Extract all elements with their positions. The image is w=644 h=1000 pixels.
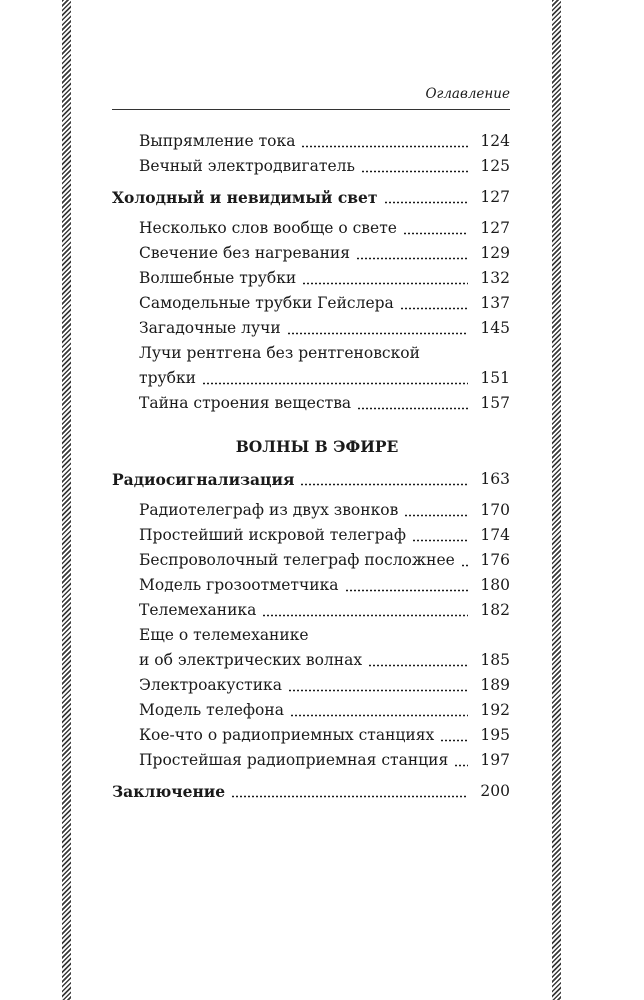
toc-page-number: 182 bbox=[480, 601, 510, 619]
toc-entry[interactable] bbox=[112, 748, 510, 773]
dot-leader bbox=[356, 257, 468, 260]
toc-entry[interactable] bbox=[112, 648, 510, 673]
toc-entry-first-line: Лучи рентгена без рентгеновской bbox=[139, 344, 420, 362]
toc-entry-title: Радиотелеграф из двух звонков bbox=[139, 501, 399, 519]
toc-entry[interactable] bbox=[112, 523, 510, 548]
toc-entry[interactable] bbox=[112, 391, 510, 416]
toc-entry-title: Тайна строения вещества bbox=[139, 394, 352, 412]
toc-entry-title: Кое-что о радиоприемных станциях bbox=[139, 726, 435, 744]
toc-chapter-entry[interactable] bbox=[112, 779, 510, 804]
dot-leader bbox=[412, 539, 468, 542]
dot-leader bbox=[461, 564, 468, 567]
toc-page-number: 176 bbox=[480, 551, 510, 569]
toc-entry[interactable] bbox=[112, 598, 510, 623]
toc-entry[interactable] bbox=[112, 291, 510, 316]
dot-leader bbox=[345, 589, 468, 592]
dot-leader bbox=[288, 689, 468, 692]
toc-group-a bbox=[112, 129, 510, 416]
toc-entry-title: Модель грозоотметчика bbox=[139, 576, 339, 594]
toc-entry-title: Электроакустика bbox=[139, 676, 282, 694]
toc-page-number: 163 bbox=[480, 470, 510, 488]
toc-entry-title: Модель телефона bbox=[139, 701, 284, 719]
dot-leader bbox=[202, 382, 468, 385]
toc-page-number: 127 bbox=[480, 188, 510, 206]
toc-page-number: 195 bbox=[480, 726, 510, 744]
toc-entry[interactable] bbox=[112, 498, 510, 523]
dot-leader bbox=[368, 664, 468, 667]
section-title: ВОЛНЫ В ЭФИРЕ bbox=[235, 437, 399, 456]
toc-page-number: 151 bbox=[480, 369, 510, 387]
toc-entry-title: и об электрических волнах bbox=[139, 651, 363, 669]
right-binding-border bbox=[552, 0, 561, 1000]
dot-leader bbox=[302, 282, 468, 285]
toc-entry[interactable] bbox=[112, 316, 510, 341]
toc-chapter-entry[interactable] bbox=[112, 467, 510, 492]
toc-entry[interactable] bbox=[112, 241, 510, 266]
toc-group-b bbox=[112, 467, 510, 804]
toc-page-number: 197 bbox=[480, 751, 510, 769]
toc-page-number: 129 bbox=[480, 244, 510, 262]
toc-entry-title: Беспроволочный телеграф посложнее bbox=[139, 551, 455, 569]
toc-page-number: 200 bbox=[480, 782, 510, 800]
dot-leader bbox=[454, 764, 468, 767]
toc-entry[interactable] bbox=[112, 698, 510, 723]
dot-leader bbox=[262, 614, 468, 617]
toc-entry[interactable] bbox=[112, 266, 510, 291]
toc-entry[interactable] bbox=[112, 216, 510, 241]
toc-page-number: 125 bbox=[480, 157, 510, 175]
dot-leader bbox=[357, 407, 468, 410]
toc-entry-title: Телемеханика bbox=[139, 601, 257, 619]
toc-entry-title: трубки bbox=[139, 369, 196, 387]
toc-entry-title: Свечение без нагревания bbox=[139, 244, 351, 262]
toc-entry[interactable] bbox=[112, 673, 510, 698]
toc-entry-title: Холодный и невидимый свет bbox=[112, 188, 378, 207]
toc-entry-first-line: Еще о телемеханике bbox=[139, 626, 309, 644]
toc-page-number: 127 bbox=[480, 219, 510, 237]
table-of-contents bbox=[112, 129, 510, 810]
header-rule bbox=[112, 109, 510, 110]
toc-page-number: 132 bbox=[480, 269, 510, 287]
toc-chapter-entry[interactable] bbox=[112, 185, 510, 210]
toc-page-number: 124 bbox=[480, 132, 510, 150]
dot-leader bbox=[300, 483, 468, 486]
toc-page-number: 189 bbox=[480, 676, 510, 694]
toc-page-number: 137 bbox=[480, 294, 510, 312]
dot-leader bbox=[290, 714, 468, 717]
toc-entry-title: Простейший искровой телеграф bbox=[139, 526, 406, 544]
toc-page-number: 157 bbox=[480, 394, 510, 412]
left-binding-border bbox=[62, 0, 71, 1000]
dot-leader bbox=[231, 795, 468, 798]
dot-leader bbox=[384, 201, 469, 204]
dot-leader bbox=[404, 514, 468, 517]
dot-leader bbox=[400, 307, 468, 310]
toc-entry-title: Волшебные трубки bbox=[139, 269, 297, 287]
toc-page-number: 145 bbox=[480, 319, 510, 337]
toc-entry-title: Загадочные лучи bbox=[139, 319, 281, 337]
toc-entry-title: Вечный электродвигатель bbox=[139, 157, 355, 175]
dot-leader bbox=[301, 145, 468, 148]
toc-entry-title: Самодельные трубки Гейслера bbox=[139, 294, 394, 312]
toc-entry-title: Радиосигнализация bbox=[112, 470, 295, 489]
dot-leader bbox=[361, 170, 468, 173]
toc-entry[interactable] bbox=[112, 366, 510, 391]
toc-entry-title: Выпрямление тока bbox=[139, 132, 296, 150]
running-head: Оглавление bbox=[425, 86, 510, 102]
toc-page-number: 192 bbox=[480, 701, 510, 719]
toc-entry-title: Простейшая радиоприемная станция bbox=[139, 751, 449, 769]
toc-page-number: 180 bbox=[480, 576, 510, 594]
toc-page-number: 170 bbox=[480, 501, 510, 519]
toc-entry[interactable] bbox=[112, 723, 510, 748]
toc-entry[interactable] bbox=[112, 154, 510, 179]
dot-leader bbox=[403, 232, 468, 235]
dot-leader bbox=[287, 332, 468, 335]
toc-page-number: 185 bbox=[480, 651, 510, 669]
dot-leader bbox=[440, 739, 468, 742]
toc-entry[interactable] bbox=[112, 548, 510, 573]
toc-entry[interactable] bbox=[112, 573, 510, 598]
toc-page-number: 174 bbox=[480, 526, 510, 544]
toc-entry-title: Заключение bbox=[112, 782, 226, 801]
toc-entry[interactable] bbox=[112, 129, 510, 154]
toc-entry-title: Несколько слов вообще о свете bbox=[139, 219, 397, 237]
